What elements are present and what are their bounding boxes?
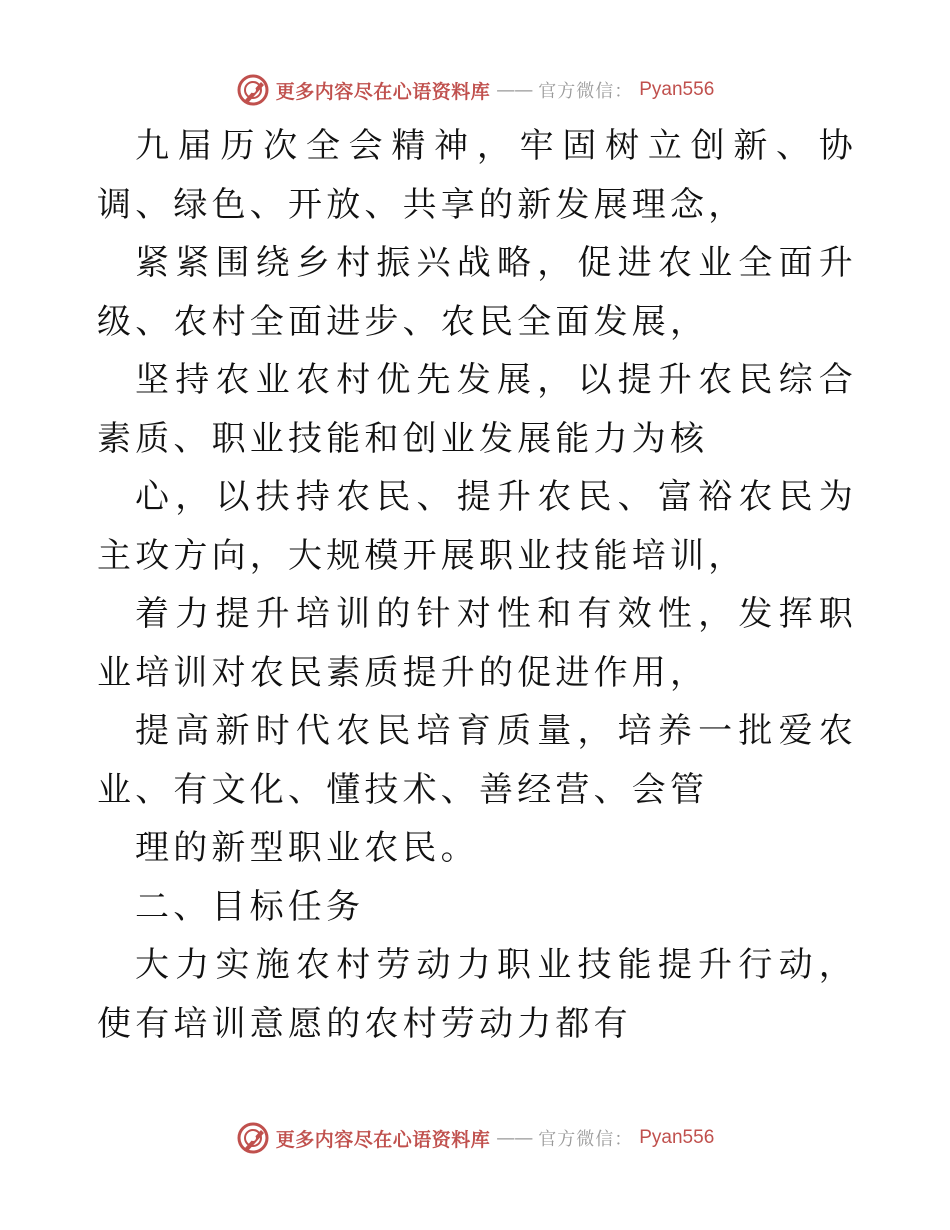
red-seal-logo-icon	[236, 1121, 270, 1155]
watermark-dash: ——	[496, 79, 533, 101]
red-seal-logo-icon	[236, 73, 270, 107]
paragraph: 理的新型职业农民。	[135, 828, 479, 868]
footer-watermark	[0, 1118, 950, 1158]
paragraph: 紧紧围绕乡村振兴战略，促进农业全面升级、农村全面进步、农民全面发展，	[97, 243, 857, 342]
paragraph: 九届历次全会精神，牢固树立创新、协调、绿色、开放、共享的新发展理念，	[97, 126, 857, 225]
paragraph: 提高新时代农民培育质量，培养一批爱农业、有文化、懂技术、善经营、会管	[97, 711, 857, 810]
watermark-wechat-label: 官方微信：	[538, 1129, 634, 1150]
watermark-dash: ——	[496, 1127, 533, 1149]
watermark-wechat-id: Pyan556	[639, 79, 715, 100]
paragraph: 坚持农业农村优先发展，以提升农民综合素质、职业技能和创业发展能力为核	[97, 360, 857, 459]
paragraph: 着力提升培训的针对性和有效性，发挥职业培训对农民素质提升的促进作用，	[97, 594, 857, 693]
paragraph: 大力实施农村劳动力职业技能提升行动，使有培训意愿的农村劳动力都有	[97, 945, 857, 1044]
document-body	[97, 117, 857, 1053]
watermark-wechat-label: 官方微信：	[538, 81, 634, 102]
watermark-site-text: 更多内容尽在心语资料库	[275, 80, 491, 103]
paragraph: 心，以扶持农民、提升农民、富裕农民为主攻方向，大规模开展职业技能培训，	[97, 477, 857, 576]
header-watermark	[0, 70, 950, 110]
section-heading: 二、目标任务	[135, 886, 365, 927]
watermark-wechat-id: Pyan556	[639, 1127, 715, 1148]
watermark-site-text: 更多内容尽在心语资料库	[275, 1128, 491, 1151]
